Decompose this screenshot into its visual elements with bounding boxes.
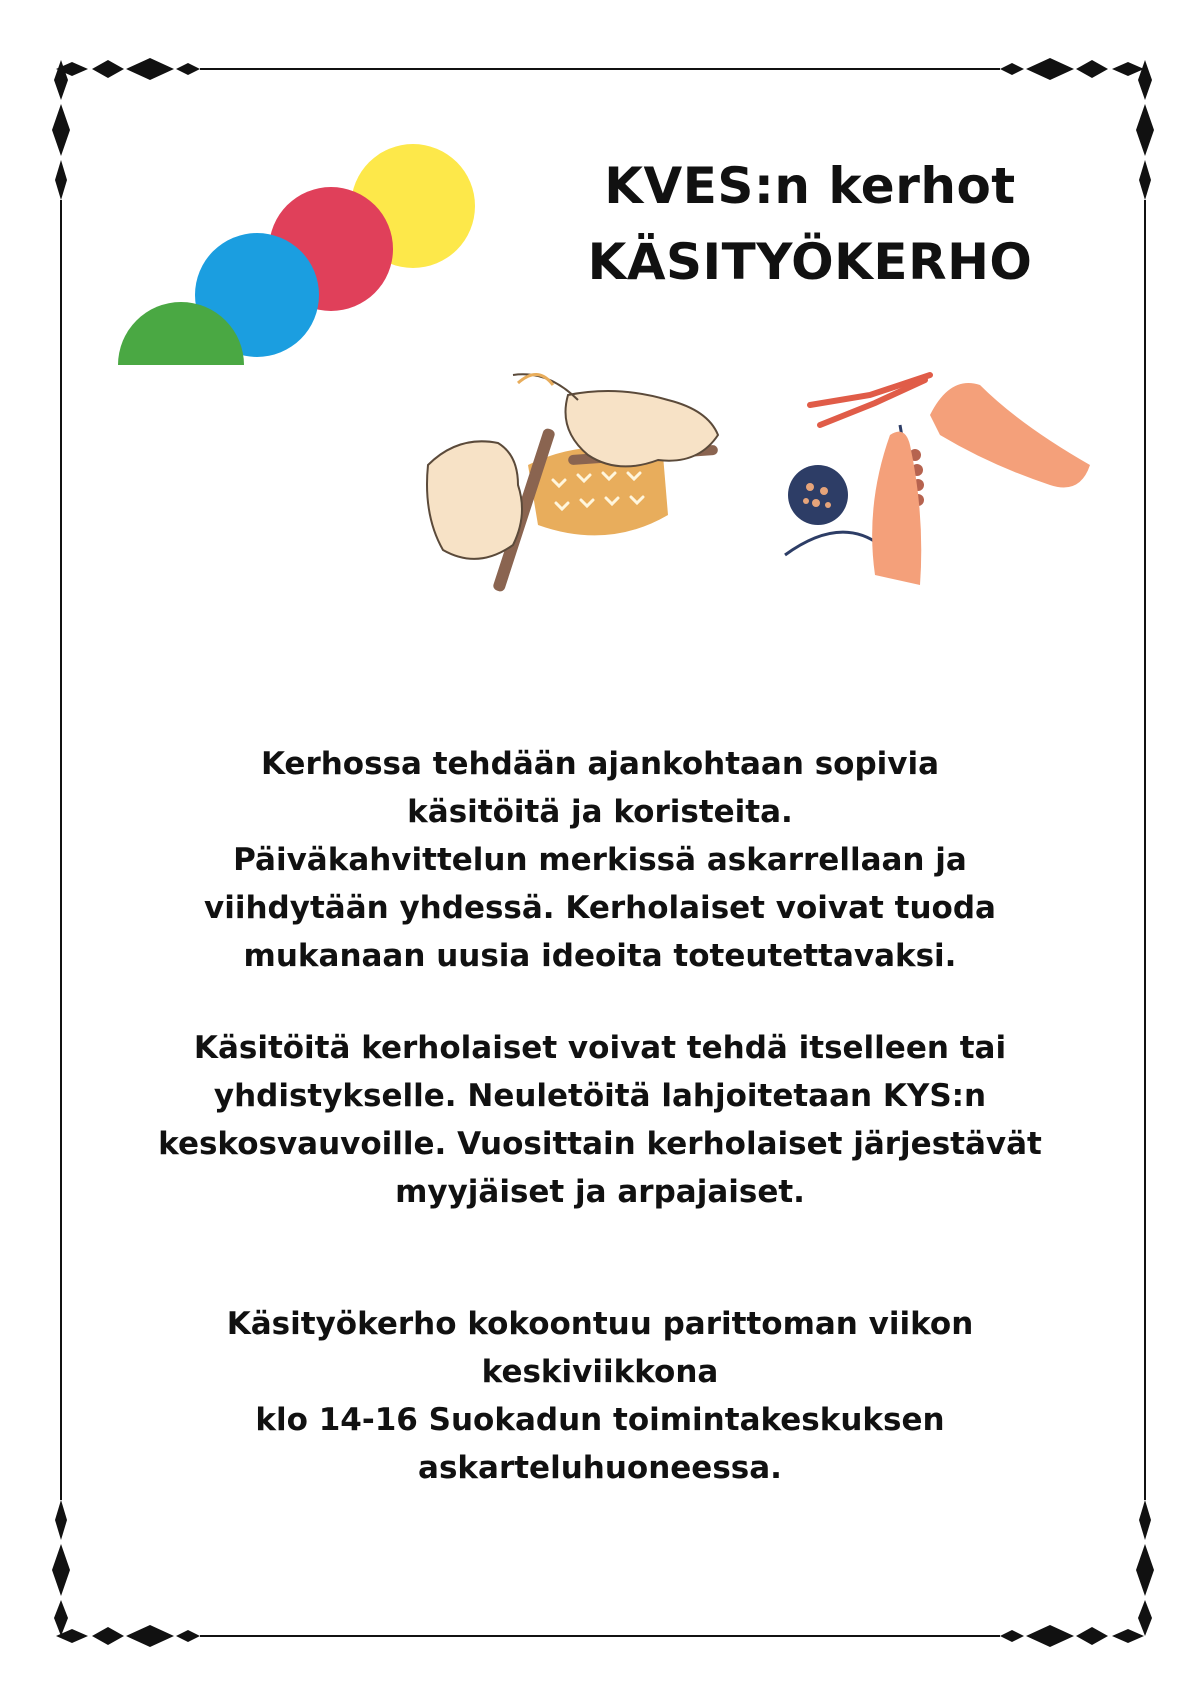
paragraph-line: Käsityökerho kokoontuu parittoman viikon <box>226 1306 974 1342</box>
title-line-2: KÄSITYÖKERHO <box>587 233 1033 291</box>
paragraph-line: käsitöitä ja koristeita. <box>407 794 793 830</box>
paragraph-3 <box>100 1300 1100 1492</box>
paragraph-2 <box>100 1024 1100 1216</box>
paragraph-line: Päiväkahvittelun merkissä askarrellaan ja <box>233 842 967 878</box>
paragraph-1 <box>100 740 1100 980</box>
page-title <box>560 148 1060 300</box>
paragraph-line: viihdytään yhdessä. Kerholaiset voivat tuoda <box>204 890 996 926</box>
paragraph-line: mukanaan uusia ideoita toteutettavaksi. <box>243 938 957 974</box>
paragraph-line: keskiviikkona <box>481 1354 719 1390</box>
paragraph-line: Käsitöitä kerholaiset voivat tehdä itselleen tai <box>193 1030 1007 1066</box>
paragraph-line: yhdistykselle. Neuletöitä lahjoitetaan KYS:n <box>213 1078 987 1114</box>
paragraph-line: Kerhossa tehdään ajankohtaan sopivia <box>260 746 940 782</box>
knitting-hands-icon <box>418 355 728 595</box>
beading-hands-icon <box>780 355 1100 595</box>
title-line-1: KVES:n kerhot <box>604 157 1016 215</box>
kves-logo <box>118 135 478 365</box>
paragraph-line: keskosvauvoille. Vuosittain kerholaiset järjestävät <box>158 1126 1042 1162</box>
paragraph-line: klo 14-16 Suokadun toimintakeskuksen <box>255 1402 945 1438</box>
paragraph-line: askarteluhuoneessa. <box>418 1450 782 1486</box>
paragraph-line: myyjäiset ja arpajaiset. <box>395 1174 805 1210</box>
